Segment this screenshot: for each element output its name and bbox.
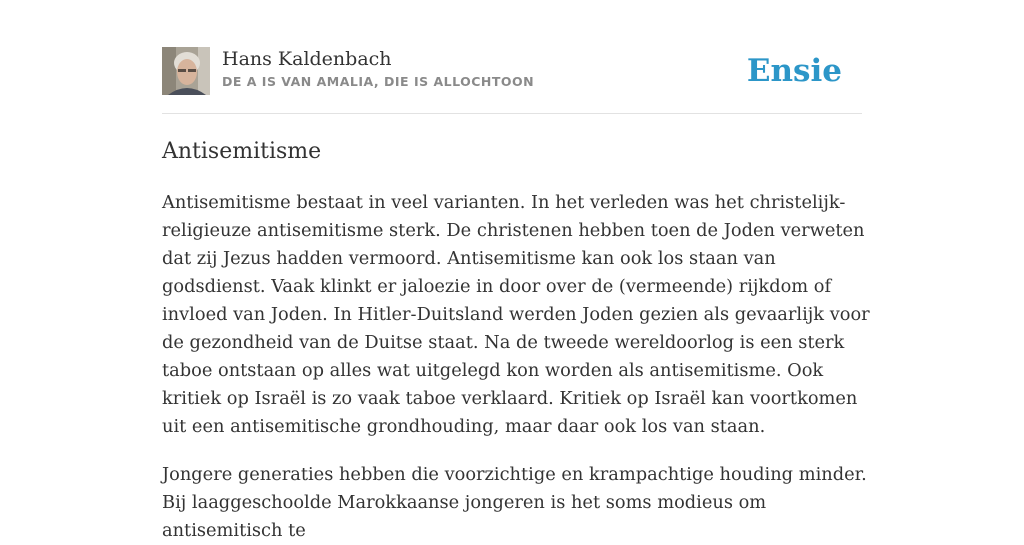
avatar-photo-icon [162,47,210,95]
ensie-logo[interactable]: Ensie [746,53,842,89]
article-paragraph: Jongere generaties hebben die voorzichtige en krampachtige houding minder. Bij laaggeschoolde Marokkaanse jongeren is het soms modieus om antisemitisch te [162,464,867,541]
article-paragraph: Antisemitisme bestaat in veel varianten. In het verleden was het christelijk-religieuze antisemitisme sterk. De christenen hebben toen de Joden verweten dat zij Jezus hadden vermoord. Antisemitisme kan ook los staan van godsdienst. Vaak klinkt er jaloezie in door over de (vermeende) rijkdom of invloed van Joden. In Hitler-Duitsland werden Joden gezien als gevaarlijk voor de gezondheid van de Duitse staat. Na de tweede wereldoorlog is een sterk taboe ontstaan op alles wat uitgelegd kon worden als antisemitisme. Ook kritiek op Israël is zo vaak taboe verklaard. Kritiek op Israël kan voortkomen uit een antisemitische grondhouding, maar daar ook los van staan. [162,192,870,437]
author-avatar[interactable] [162,47,210,95]
author-name[interactable]: Hans Kaldenbach [222,48,392,70]
author-header [162,47,862,95]
header-divider [162,113,862,114]
author-bio: DE A IS VAN AMALIA, DIE IS ALLOCHTOON [222,74,535,89]
article-title: Antisemitisme [162,139,322,164]
